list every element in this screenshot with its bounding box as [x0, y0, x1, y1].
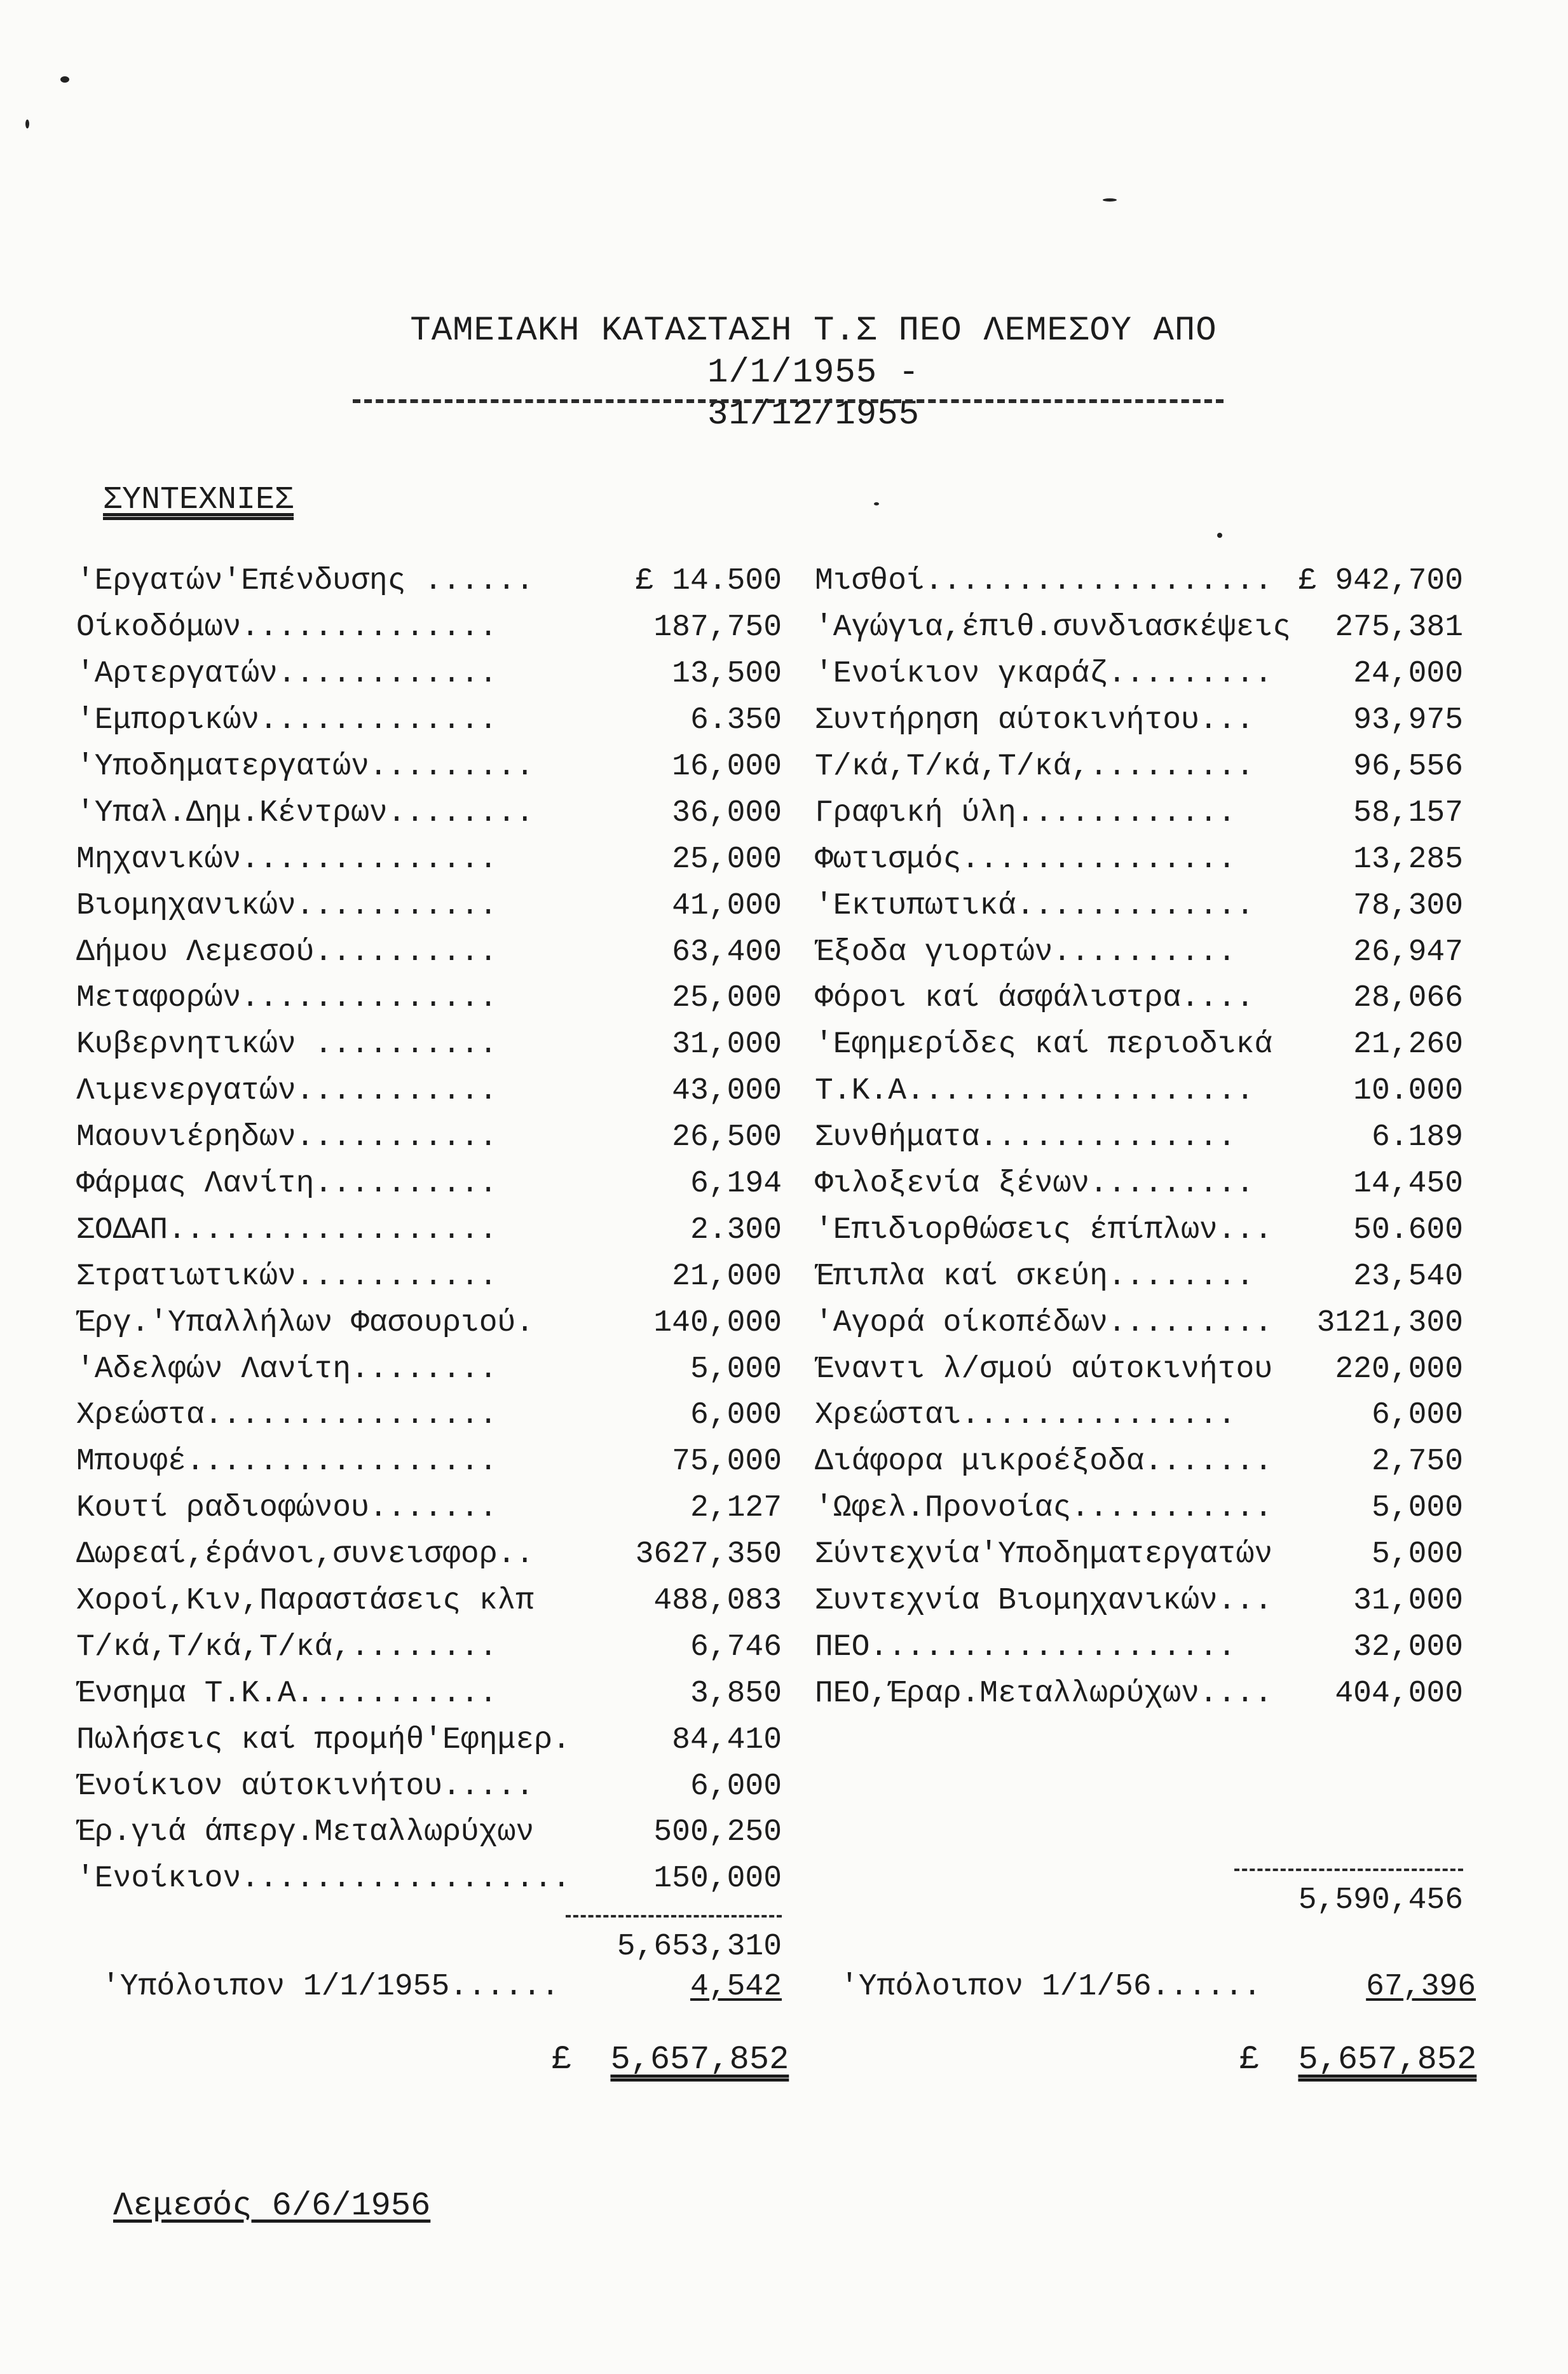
- income-row: [76, 1207, 782, 1253]
- income-row: [76, 1670, 782, 1717]
- scan-speck: [25, 120, 29, 128]
- expense-total-rule: [1234, 1869, 1463, 1871]
- income-amount: 6,000: [690, 1769, 782, 1804]
- expense-row: [815, 605, 1463, 651]
- income-amount: 150,000: [653, 1862, 782, 1897]
- expense-amount: 6.189: [1371, 1120, 1463, 1155]
- expense-label: Χρεώσται...............: [815, 1398, 1236, 1433]
- expense-row: [815, 1439, 1463, 1485]
- expense-amount: 24,000: [1353, 657, 1463, 692]
- income-amount: 84,410: [672, 1722, 782, 1757]
- income-row: [76, 1253, 782, 1300]
- income-row: [76, 1856, 782, 1902]
- income-label: Πωλήσεις καί προμήθ'Εφημερ.: [76, 1722, 571, 1757]
- expense-label: Σύντεχνία'Υποδηματεργατών: [815, 1537, 1273, 1572]
- expense-row: [815, 1300, 1463, 1346]
- scan-speck: [1217, 533, 1222, 538]
- scan-speck: [1103, 198, 1117, 202]
- income-label: Ένσημα Τ.Κ.Α...........: [76, 1676, 498, 1711]
- income-subtotal-row: [76, 1924, 782, 1970]
- expense-amount: 21,260: [1353, 1027, 1463, 1062]
- expense-row: [815, 1485, 1463, 1532]
- expense-amount: 93,975: [1353, 703, 1463, 738]
- income-row: [76, 1809, 782, 1856]
- expenses-balance: [840, 1970, 1476, 2004]
- expense-amount: 31,000: [1353, 1584, 1463, 1619]
- expense-amount: 220,000: [1335, 1352, 1463, 1387]
- expense-label: 'Ενοίκιον γκαράζ.........: [815, 657, 1273, 692]
- income-row: [76, 1717, 782, 1763]
- expense-label: 'Αγώγια,έπιθ.συνδιασκέψεις: [815, 610, 1291, 645]
- income-amount: 187,750: [653, 610, 782, 645]
- income-label: Μεταφορών..............: [76, 981, 498, 1016]
- income-row: [76, 1161, 782, 1207]
- expense-label: 'Εκτυπωτικά.............: [815, 888, 1255, 923]
- income-amount: 63,400: [672, 935, 782, 970]
- income-row: [76, 1439, 782, 1485]
- expense-label: 'Επιδιορθώσεις έπίπλων...: [815, 1212, 1273, 1247]
- income-balance-amount: 4,542: [690, 1970, 782, 2004]
- expense-subtotal-row: [815, 1877, 1463, 1924]
- expenses-grand-amount: 5,657,852: [1298, 2041, 1477, 2078]
- income-label: Τ/κά,Τ/κά,Τ/κά,........: [76, 1630, 498, 1664]
- income-label: Κουτί ραδιοφώνου.......: [76, 1491, 498, 1526]
- income-label: Έργ.'Υπαλλήλων Φασουριού.: [76, 1305, 535, 1340]
- income-amount: 3,850: [690, 1676, 782, 1711]
- expense-row: [815, 1207, 1463, 1253]
- title-line-1: ΤΑΜΕΙΑΚΗ ΚΑΤΑΣΤΑΣΗ Τ.Σ ΠΕΟ ΛΕΜΕΣΟΥ ΑΠΟ 1/1/1955 -: [410, 312, 1217, 392]
- income-label: Φάρμας Λανίτη..........: [76, 1167, 498, 1202]
- expense-amount: 10.000: [1353, 1074, 1463, 1109]
- income-row: [76, 1763, 782, 1809]
- income-row: [76, 651, 782, 697]
- expense-amount: 5,000: [1371, 1491, 1463, 1526]
- income-balance: [102, 1970, 782, 2004]
- expense-amount: 58,157: [1353, 795, 1463, 830]
- expense-row: [815, 975, 1463, 1022]
- income-row: [76, 1532, 782, 1578]
- expense-row: [815, 929, 1463, 975]
- expense-row: [815, 1624, 1463, 1670]
- income-label: 'Υποδηματεργατών.........: [76, 750, 535, 784]
- income-amount: 5,000: [690, 1352, 782, 1387]
- income-label: Οίκοδόμων..............: [76, 610, 498, 645]
- expense-label: Έναντι λ/σμού αύτοκινήτου: [815, 1352, 1273, 1387]
- income-row: [76, 1485, 782, 1532]
- expense-subtotal: 5,590,456: [1298, 1883, 1463, 1918]
- income-row: [76, 882, 782, 929]
- expense-label: Έξοδα γιορτών..........: [815, 935, 1236, 970]
- expense-amount: 6,000: [1371, 1398, 1463, 1433]
- expense-label: 'Αγορά οίκοπέδων.........: [815, 1305, 1273, 1340]
- income-amount: 6,194: [690, 1167, 782, 1202]
- expense-row: [815, 1346, 1463, 1392]
- income-label: Έρ.γιά άπεργ.Μεταλλωρύχων: [76, 1815, 535, 1850]
- income-amount: 6,746: [690, 1630, 782, 1664]
- income-amount: 6,000: [690, 1398, 782, 1433]
- expense-amount: 96,556: [1353, 750, 1463, 784]
- income-label: ΣΟΔΑΠ..................: [76, 1212, 498, 1247]
- place-date-footer: Λεμεσός 6/6/1956: [113, 2187, 431, 2225]
- income-label: Μπουφέ.................: [76, 1444, 498, 1479]
- expense-row: [815, 558, 1463, 605]
- income-row: [76, 558, 782, 605]
- expense-row: [815, 1161, 1463, 1207]
- income-balance-label: 'Υπόλοιπον 1/1/1955......: [102, 1970, 560, 2004]
- expense-row: [815, 1532, 1463, 1578]
- income-amount: 31,000: [672, 1027, 782, 1062]
- income-row: [76, 1392, 782, 1439]
- expense-amount: 14,450: [1353, 1167, 1463, 1202]
- expense-label: 'Εφημερίδες καί περιοδικά: [815, 1027, 1273, 1062]
- document-title: [343, 310, 1284, 436]
- income-label: Δωρεαί,έράνοι,συνεισφορ..: [76, 1537, 535, 1572]
- income-amount: 25,000: [672, 842, 782, 877]
- expense-amount: 404,000: [1335, 1676, 1463, 1711]
- income-label: 'Υπαλ.Δημ.Κέντρων........: [76, 795, 535, 830]
- expense-row: [815, 651, 1463, 697]
- expense-label: Τ/κά,Τ/κά,Τ/κά,.........: [815, 750, 1255, 784]
- expense-label: ΠΕΟ....................: [815, 1630, 1236, 1664]
- income-amount: 140,000: [653, 1305, 782, 1340]
- income-column: [76, 558, 782, 1970]
- expense-label: Συντεχνία Βιομηχανικών...: [815, 1584, 1273, 1619]
- expenses-grand-total: [1239, 2041, 1476, 2078]
- expense-amount: 13,285: [1353, 842, 1463, 877]
- income-subtotal: 5,653,310: [617, 1930, 782, 1965]
- expenses-column: [815, 558, 1463, 1924]
- income-row: [76, 1300, 782, 1346]
- expense-row: [815, 1670, 1463, 1717]
- income-amount: £ 14.500: [635, 564, 782, 599]
- income-grand-amount: 5,657,852: [610, 2041, 789, 2078]
- income-amount: 500,250: [653, 1815, 782, 1850]
- expense-label: Έπιπλα καί σκεύη........: [815, 1259, 1255, 1294]
- expenses-balance-amount: 67,396: [1366, 1970, 1476, 2004]
- expense-amount: 2,750: [1371, 1444, 1463, 1479]
- expense-label: Συντήρηση αύτοκινήτου...: [815, 703, 1255, 738]
- title-divider: [353, 399, 1224, 403]
- expense-amount: 5,000: [1371, 1537, 1463, 1572]
- expense-amount: £ 942,700: [1298, 564, 1463, 599]
- income-amount: 43,000: [672, 1074, 782, 1109]
- expense-label: Συνθήματα..............: [815, 1120, 1236, 1155]
- expense-row: [815, 697, 1463, 744]
- title-line-2: 31/12/1955: [707, 395, 920, 434]
- income-amount: 41,000: [672, 888, 782, 923]
- expense-label: Φιλοξενία ξένων.........: [815, 1167, 1255, 1202]
- income-amount: 75,000: [672, 1444, 782, 1479]
- expense-label: Διάφορα μικροέξοδα.......: [815, 1444, 1273, 1479]
- income-label: Μαουνιέρηδων...........: [76, 1120, 498, 1155]
- income-amount: 13,500: [672, 657, 782, 692]
- expense-row: [815, 1115, 1463, 1161]
- expense-amount: 275,381: [1335, 610, 1463, 645]
- income-amount: 36,000: [672, 795, 782, 830]
- income-row: [76, 836, 782, 882]
- income-label: Βιομηχανικών...........: [76, 888, 498, 923]
- expense-row: [815, 882, 1463, 929]
- expense-amount: 28,066: [1353, 981, 1463, 1016]
- expense-label: Φωτισμός...............: [815, 842, 1236, 877]
- expense-amount: 3121,300: [1316, 1305, 1463, 1340]
- expense-amount: 50.600: [1353, 1212, 1463, 1247]
- income-row: [76, 1624, 782, 1670]
- expense-label: Φόροι καί άσφάλιστρα....: [815, 981, 1255, 1016]
- income-row: [76, 975, 782, 1022]
- expenses-grand-currency: £: [1239, 2041, 1260, 2078]
- expense-row: [815, 1578, 1463, 1624]
- scan-speck: [60, 76, 69, 83]
- income-label: Χρεώστα................: [76, 1398, 498, 1433]
- expense-row: [815, 1068, 1463, 1115]
- income-label: 'Ενοίκιον..................: [76, 1862, 571, 1897]
- income-label: Χοροί,Κιν,Παραστάσεις κλπ: [76, 1584, 535, 1619]
- income-grand-total: [552, 2041, 789, 2078]
- expense-row: [815, 1022, 1463, 1068]
- expense-amount: 32,000: [1353, 1630, 1463, 1664]
- expense-amount: 26,947: [1353, 935, 1463, 970]
- income-label: Κυβερνητικών ..........: [76, 1027, 498, 1062]
- scan-speck: [874, 502, 879, 505]
- income-amount: 2.300: [690, 1212, 782, 1247]
- income-total-rule: [566, 1915, 782, 1918]
- expense-amount: 23,540: [1353, 1259, 1463, 1294]
- expense-row: [815, 836, 1463, 882]
- income-amount: 16,000: [672, 750, 782, 784]
- income-row: [76, 605, 782, 651]
- expenses-balance-label: 'Υπόλοιπον 1/1/56......: [840, 1970, 1262, 2004]
- income-label: 'Εμπορικών.............: [76, 703, 498, 738]
- income-row: [76, 1578, 782, 1624]
- income-label: 'Εργατών'Επένδυσης ......: [76, 564, 535, 599]
- expense-row: [815, 744, 1463, 790]
- income-amount: 21,000: [672, 1259, 782, 1294]
- expense-label: Γραφική ύλη............: [815, 795, 1236, 830]
- income-label: Ένοίκιον αύτοκινήτου.....: [76, 1769, 535, 1804]
- income-row: [76, 1346, 782, 1392]
- expense-row: [815, 1253, 1463, 1300]
- income-label: 'Αδελφών Λανίτη........: [76, 1352, 498, 1387]
- expense-label: Τ.Κ.Α...................: [815, 1074, 1255, 1109]
- expense-label: 'Ωφελ.Προνοίας...........: [815, 1491, 1273, 1526]
- income-amount: 25,000: [672, 981, 782, 1016]
- income-label: Μηχανικών..............: [76, 842, 498, 877]
- income-row: [76, 1115, 782, 1161]
- income-row: [76, 929, 782, 975]
- income-amount: 26,500: [672, 1120, 782, 1155]
- income-row: [76, 744, 782, 790]
- income-amount: 488,083: [653, 1584, 782, 1619]
- expense-label: ΠΕΟ,Έραρ.Μεταλλωρύχων....: [815, 1676, 1273, 1711]
- income-row: [76, 697, 782, 744]
- income-label: Λιμενεργατών...........: [76, 1074, 498, 1109]
- income-grand-currency: £: [552, 2041, 572, 2078]
- income-amount: 3627,350: [635, 1537, 782, 1572]
- income-label: 'Αρτεργατών............: [76, 657, 498, 692]
- expense-label: Μισθοί...................: [815, 564, 1273, 599]
- income-row: [76, 1068, 782, 1115]
- income-row: [76, 1022, 782, 1068]
- income-label: Στρατιωτικών...........: [76, 1259, 498, 1294]
- expense-row: [815, 790, 1463, 836]
- income-amount: 2,127: [690, 1491, 782, 1526]
- income-label: Δήμου Λεμεσού..........: [76, 935, 498, 970]
- income-row: [76, 790, 782, 836]
- expense-row: [815, 1392, 1463, 1439]
- expense-amount: 78,300: [1353, 888, 1463, 923]
- income-amount: 6.350: [690, 703, 782, 738]
- section-heading: ΣΥΝΤΕΧΝΙΕΣ: [103, 482, 294, 518]
